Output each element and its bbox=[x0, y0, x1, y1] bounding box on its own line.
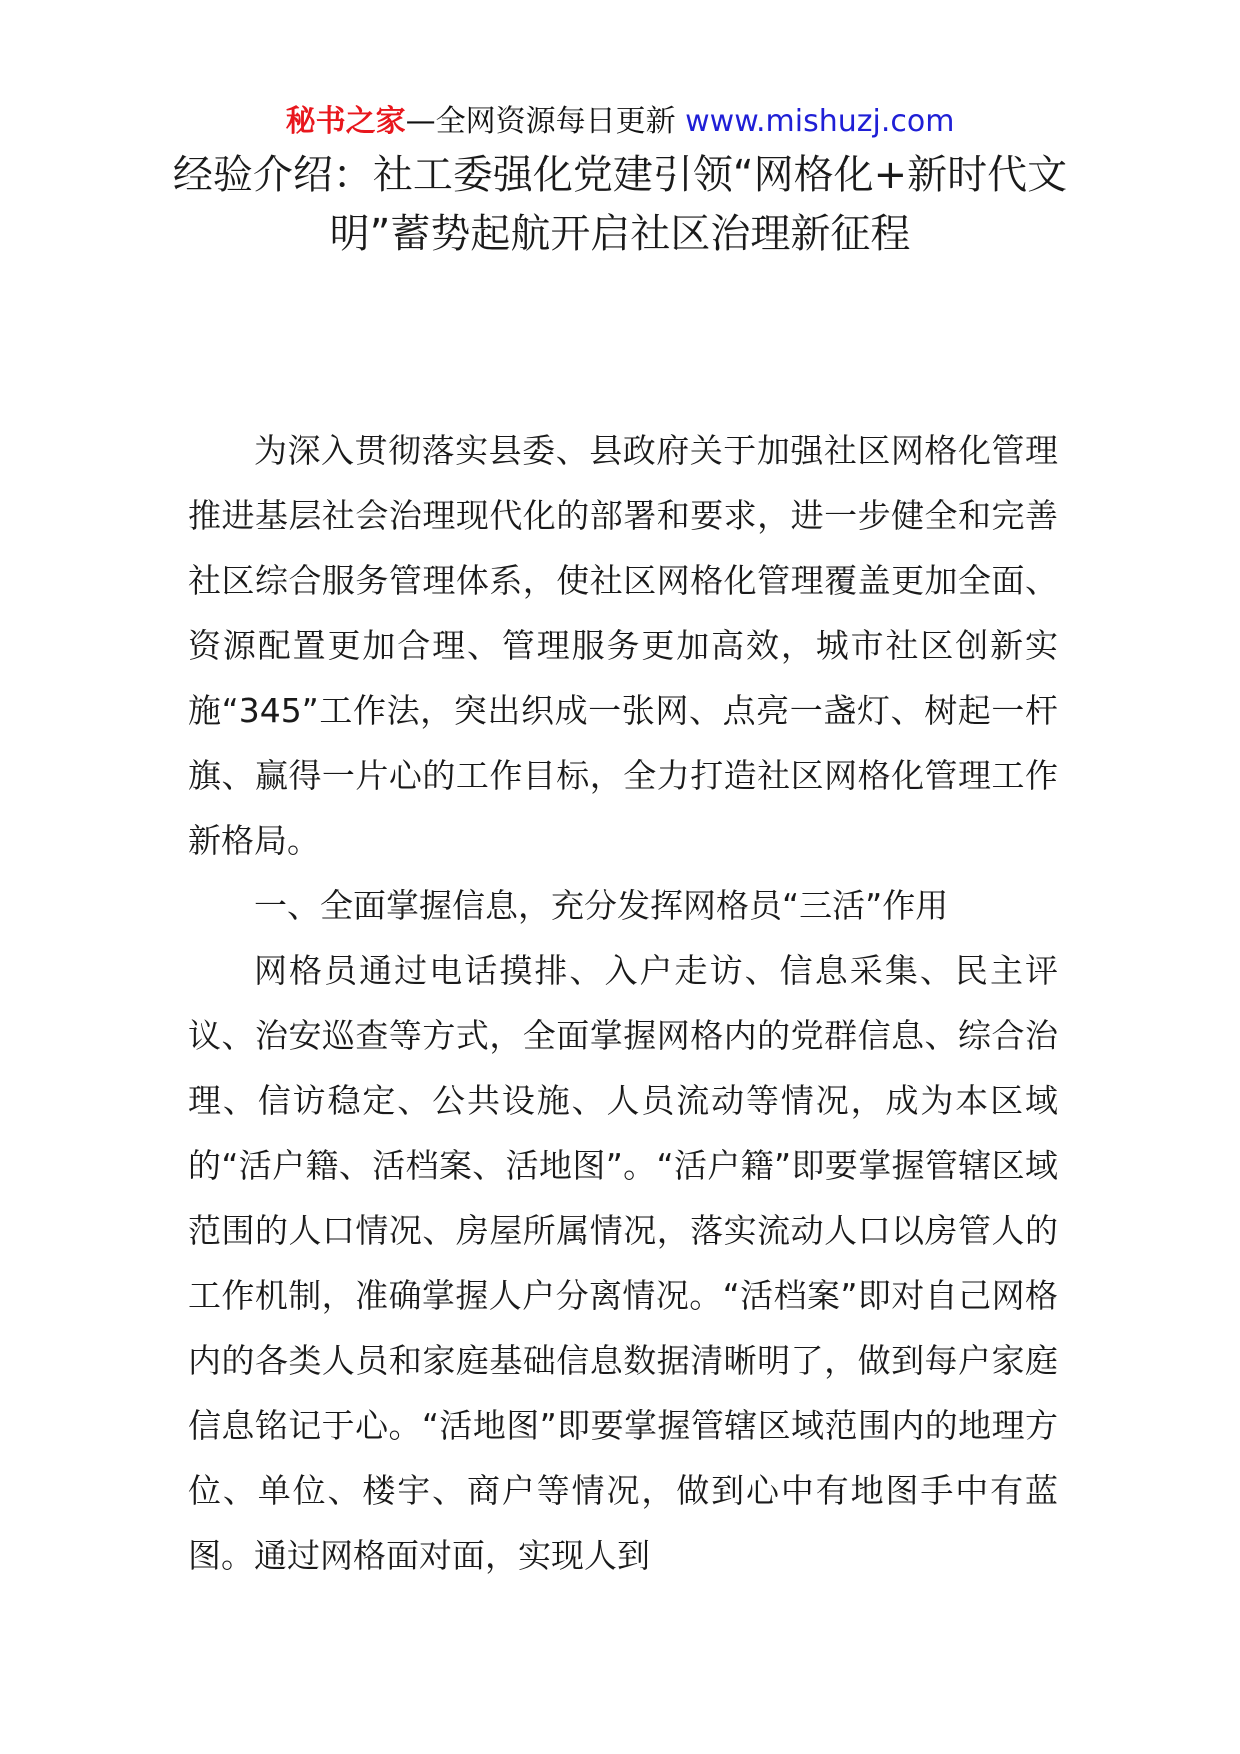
document-body bbox=[188, 418, 1058, 1588]
section-heading: 一、全面掌握信息，充分发挥网格员“三活”作用 bbox=[254, 886, 949, 925]
site-banner bbox=[0, 100, 1240, 144]
brand-name[interactable]: 秘书之家 bbox=[285, 104, 406, 139]
intro-paragraph: 为深入贯彻落实县委、县政府关于加强社区网格化管理推进基层社会治理现代化的部署和要求，进一步健全和完善社区综合服务管理体系，使社区网格化管理覆盖更加全面、资源配置更加合理、管理服务更加高效，城市社区创新实施“345”工作法，突出织成一张网、点亮一盏灯、树起一杆旗、赢得一片心的工作目标，全力打造社区网格化管理工作新格局。 bbox=[188, 431, 1058, 860]
section-paragraph: 网格员通过电话摸排、入户走访、信息采集、民主评议、治安巡查等方式，全面掌握网格内的党群信息、综合治理、信访稳定、公共设施、人员流动等情况，成为本区域的“活户籍、活档案、活地图”。“活户籍”即要掌握管辖区域范围的人口情况、房屋所属情况，落实流动人口以房管人的工作机制，准确掌握人户分离情况。“活档案”即对自己网格内的各类人员和家庭基础信息数据清晰明了，做到每户家庭信息铭记于心。“活地图”即要掌握管辖区域范围内的地理方位、单位、楼宇、商户等情况，做到心中有地图手中有蓝图。通过网格面对面，实现人到 bbox=[188, 951, 1058, 1575]
site-url-link[interactable]: www.mishuzj.com bbox=[685, 104, 955, 139]
document-title: 经验介绍：社工委强化党建引领“网格化+新时代文明”蓄势起航开启社区治理新征程 bbox=[172, 152, 1068, 257]
banner-tagline: —全网资源每日更新 bbox=[405, 104, 676, 139]
